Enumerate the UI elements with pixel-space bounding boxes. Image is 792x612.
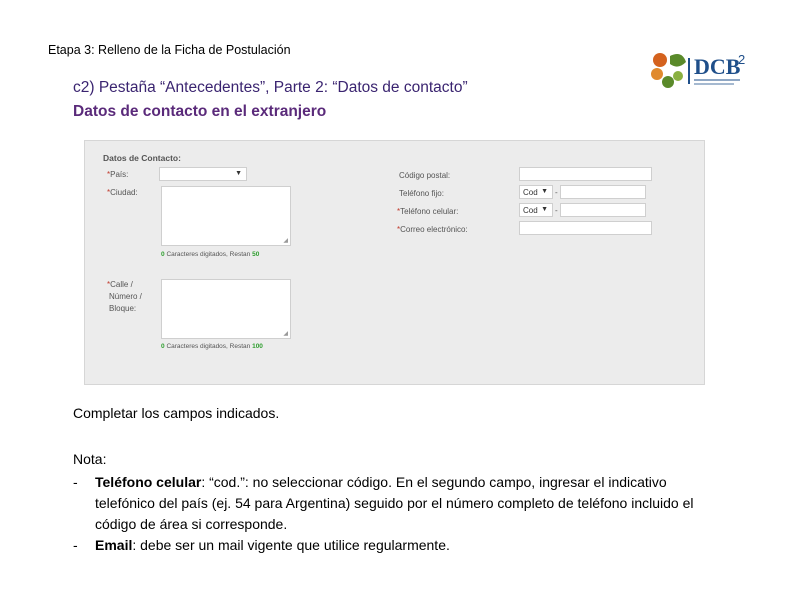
required-mark: * — [107, 280, 111, 289]
telefono-fijo-label: Teléfono fijo: — [399, 189, 444, 198]
section-title: Datos de contacto en el extranjero — [73, 103, 327, 120]
pais-label-text: País: — [110, 170, 129, 179]
counter-remaining: 50 — [252, 251, 260, 258]
telefono-fijo-cod-select[interactable] — [519, 185, 553, 199]
note-item-bold: Teléfono celular — [95, 474, 202, 490]
ciudad-label-text: Ciudad: — [110, 188, 138, 197]
note-list — [73, 472, 723, 556]
counter-typed: 0 — [161, 251, 165, 258]
list-dash: - — [73, 474, 78, 490]
required-mark: * — [107, 170, 111, 179]
dcb-logo — [648, 46, 752, 94]
chevron-down-icon: ▼ — [235, 170, 242, 177]
resize-handle-icon[interactable]: ◢ — [283, 331, 288, 337]
required-mark: * — [107, 188, 111, 197]
ciudad-char-counter — [161, 251, 259, 258]
telefono-celular-input[interactable] — [560, 203, 646, 217]
slide-subtitle: c2) Pestaña “Antecedentes”, Parte 2: “Datos de contacto” — [73, 79, 468, 96]
calle-char-counter — [161, 343, 263, 350]
telefono-celular-cod-select[interactable] — [519, 203, 553, 217]
calle-textarea[interactable] — [161, 279, 291, 339]
required-mark: * — [397, 225, 401, 234]
calle-label-line1: Calle / — [110, 280, 133, 289]
dash-separator: - — [555, 188, 558, 197]
note-title: Nota: — [73, 451, 107, 467]
counter-text: Caracteres digitados, Restan — [166, 343, 251, 350]
note-item-text: : “cod.”: no seleccionar código. En el segundo campo, ingresar el indicativo telefónico del país (ej. 54 para Argentina) seguido por el número completo de teléfono incluido el código de área si corresponde. — [95, 474, 694, 532]
logo-text: DCB — [694, 54, 741, 79]
ciudad-textarea[interactable] — [161, 186, 291, 246]
cod-select-value: Cod — [523, 206, 538, 215]
instruction-text: Completar los campos indicados. — [73, 405, 280, 421]
calle-label — [107, 280, 133, 289]
calle-label-line2: Número / — [109, 292, 142, 301]
resize-handle-icon[interactable]: ◢ — [283, 238, 288, 244]
note-item-text: : debe ser un mail vigente que utilice regularmente. — [132, 537, 450, 553]
telefono-celular-label — [397, 207, 458, 216]
counter-remaining: 100 — [252, 343, 263, 350]
form-legend: Datos de Contacto: — [103, 153, 181, 163]
telefono-celular-label-text: Teléfono celular: — [400, 207, 459, 216]
correo-label-text: Correo electrónico: — [400, 225, 468, 234]
counter-typed: 0 — [161, 343, 165, 350]
logo-superscript: 2 — [738, 52, 746, 67]
contact-form-screenshot — [84, 140, 705, 385]
codigo-postal-input[interactable] — [519, 167, 652, 181]
pais-label — [107, 170, 128, 179]
ciudad-label — [107, 188, 138, 197]
correo-input[interactable] — [519, 221, 652, 235]
required-mark: * — [397, 207, 401, 216]
dash-separator: - — [555, 206, 558, 215]
chevron-down-icon: ▼ — [541, 188, 548, 195]
list-dash: - — [73, 537, 78, 553]
note-item-email — [73, 535, 723, 556]
pais-select[interactable] — [159, 167, 247, 181]
codigo-postal-label: Código postal: — [399, 171, 451, 180]
note-item-bold: Email — [95, 537, 133, 553]
note-item-telefono — [73, 472, 723, 535]
counter-text: Caracteres digitados, Restan — [166, 251, 251, 258]
logo-tagline-line — [694, 83, 734, 85]
page-header-title: Etapa 3: Relleno de la Ficha de Postulación — [48, 43, 291, 57]
cod-select-value: Cod — [523, 188, 538, 197]
telefono-fijo-input[interactable] — [560, 185, 646, 199]
chevron-down-icon: ▼ — [541, 206, 548, 213]
logo-tagline-line — [694, 79, 740, 81]
calle-label-line3: Bloque: — [109, 304, 137, 313]
correo-label — [397, 225, 468, 234]
